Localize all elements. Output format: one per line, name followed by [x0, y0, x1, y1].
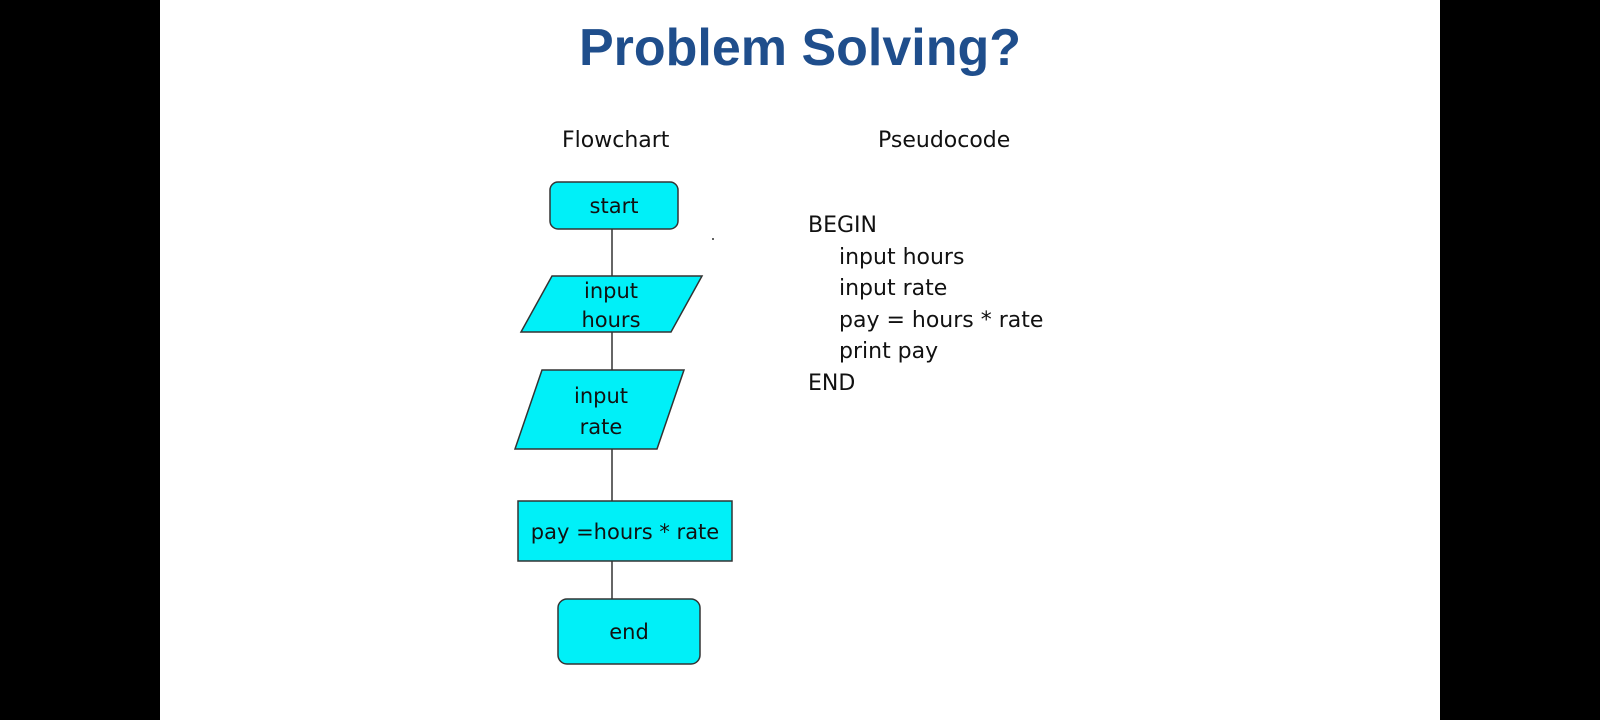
flowchart-heading: Flowchart — [562, 128, 670, 153]
pseudocode-heading: Pseudocode — [878, 128, 1011, 153]
pseudocode-line: END — [808, 370, 856, 396]
slide-title: Problem Solving? — [578, 19, 1022, 77]
node-end-label: end — [609, 620, 649, 644]
pseudocode-line: print pay — [839, 339, 939, 364]
node-input-hours-label-line2: hours — [581, 308, 641, 332]
flowchart-diagram — [160, 0, 1440, 720]
stray-dot — [712, 238, 714, 240]
pseudocode-block — [808, 210, 1043, 399]
slide — [160, 0, 1440, 720]
node-compute-pay-label: pay =hours * rate — [530, 520, 720, 544]
pseudocode-line: input rate — [839, 276, 948, 301]
pseudocode-line: input hours — [839, 244, 965, 270]
node-input-hours-label-line1: input — [583, 279, 639, 303]
node-start-label: start — [589, 194, 639, 218]
node-input-rate-label-line2: rate — [579, 415, 623, 439]
node-input-rate-label-line1: input — [573, 384, 629, 408]
pseudocode-line: BEGIN — [808, 213, 877, 238]
pseudocode-line: pay = hours * rate — [839, 307, 1044, 333]
